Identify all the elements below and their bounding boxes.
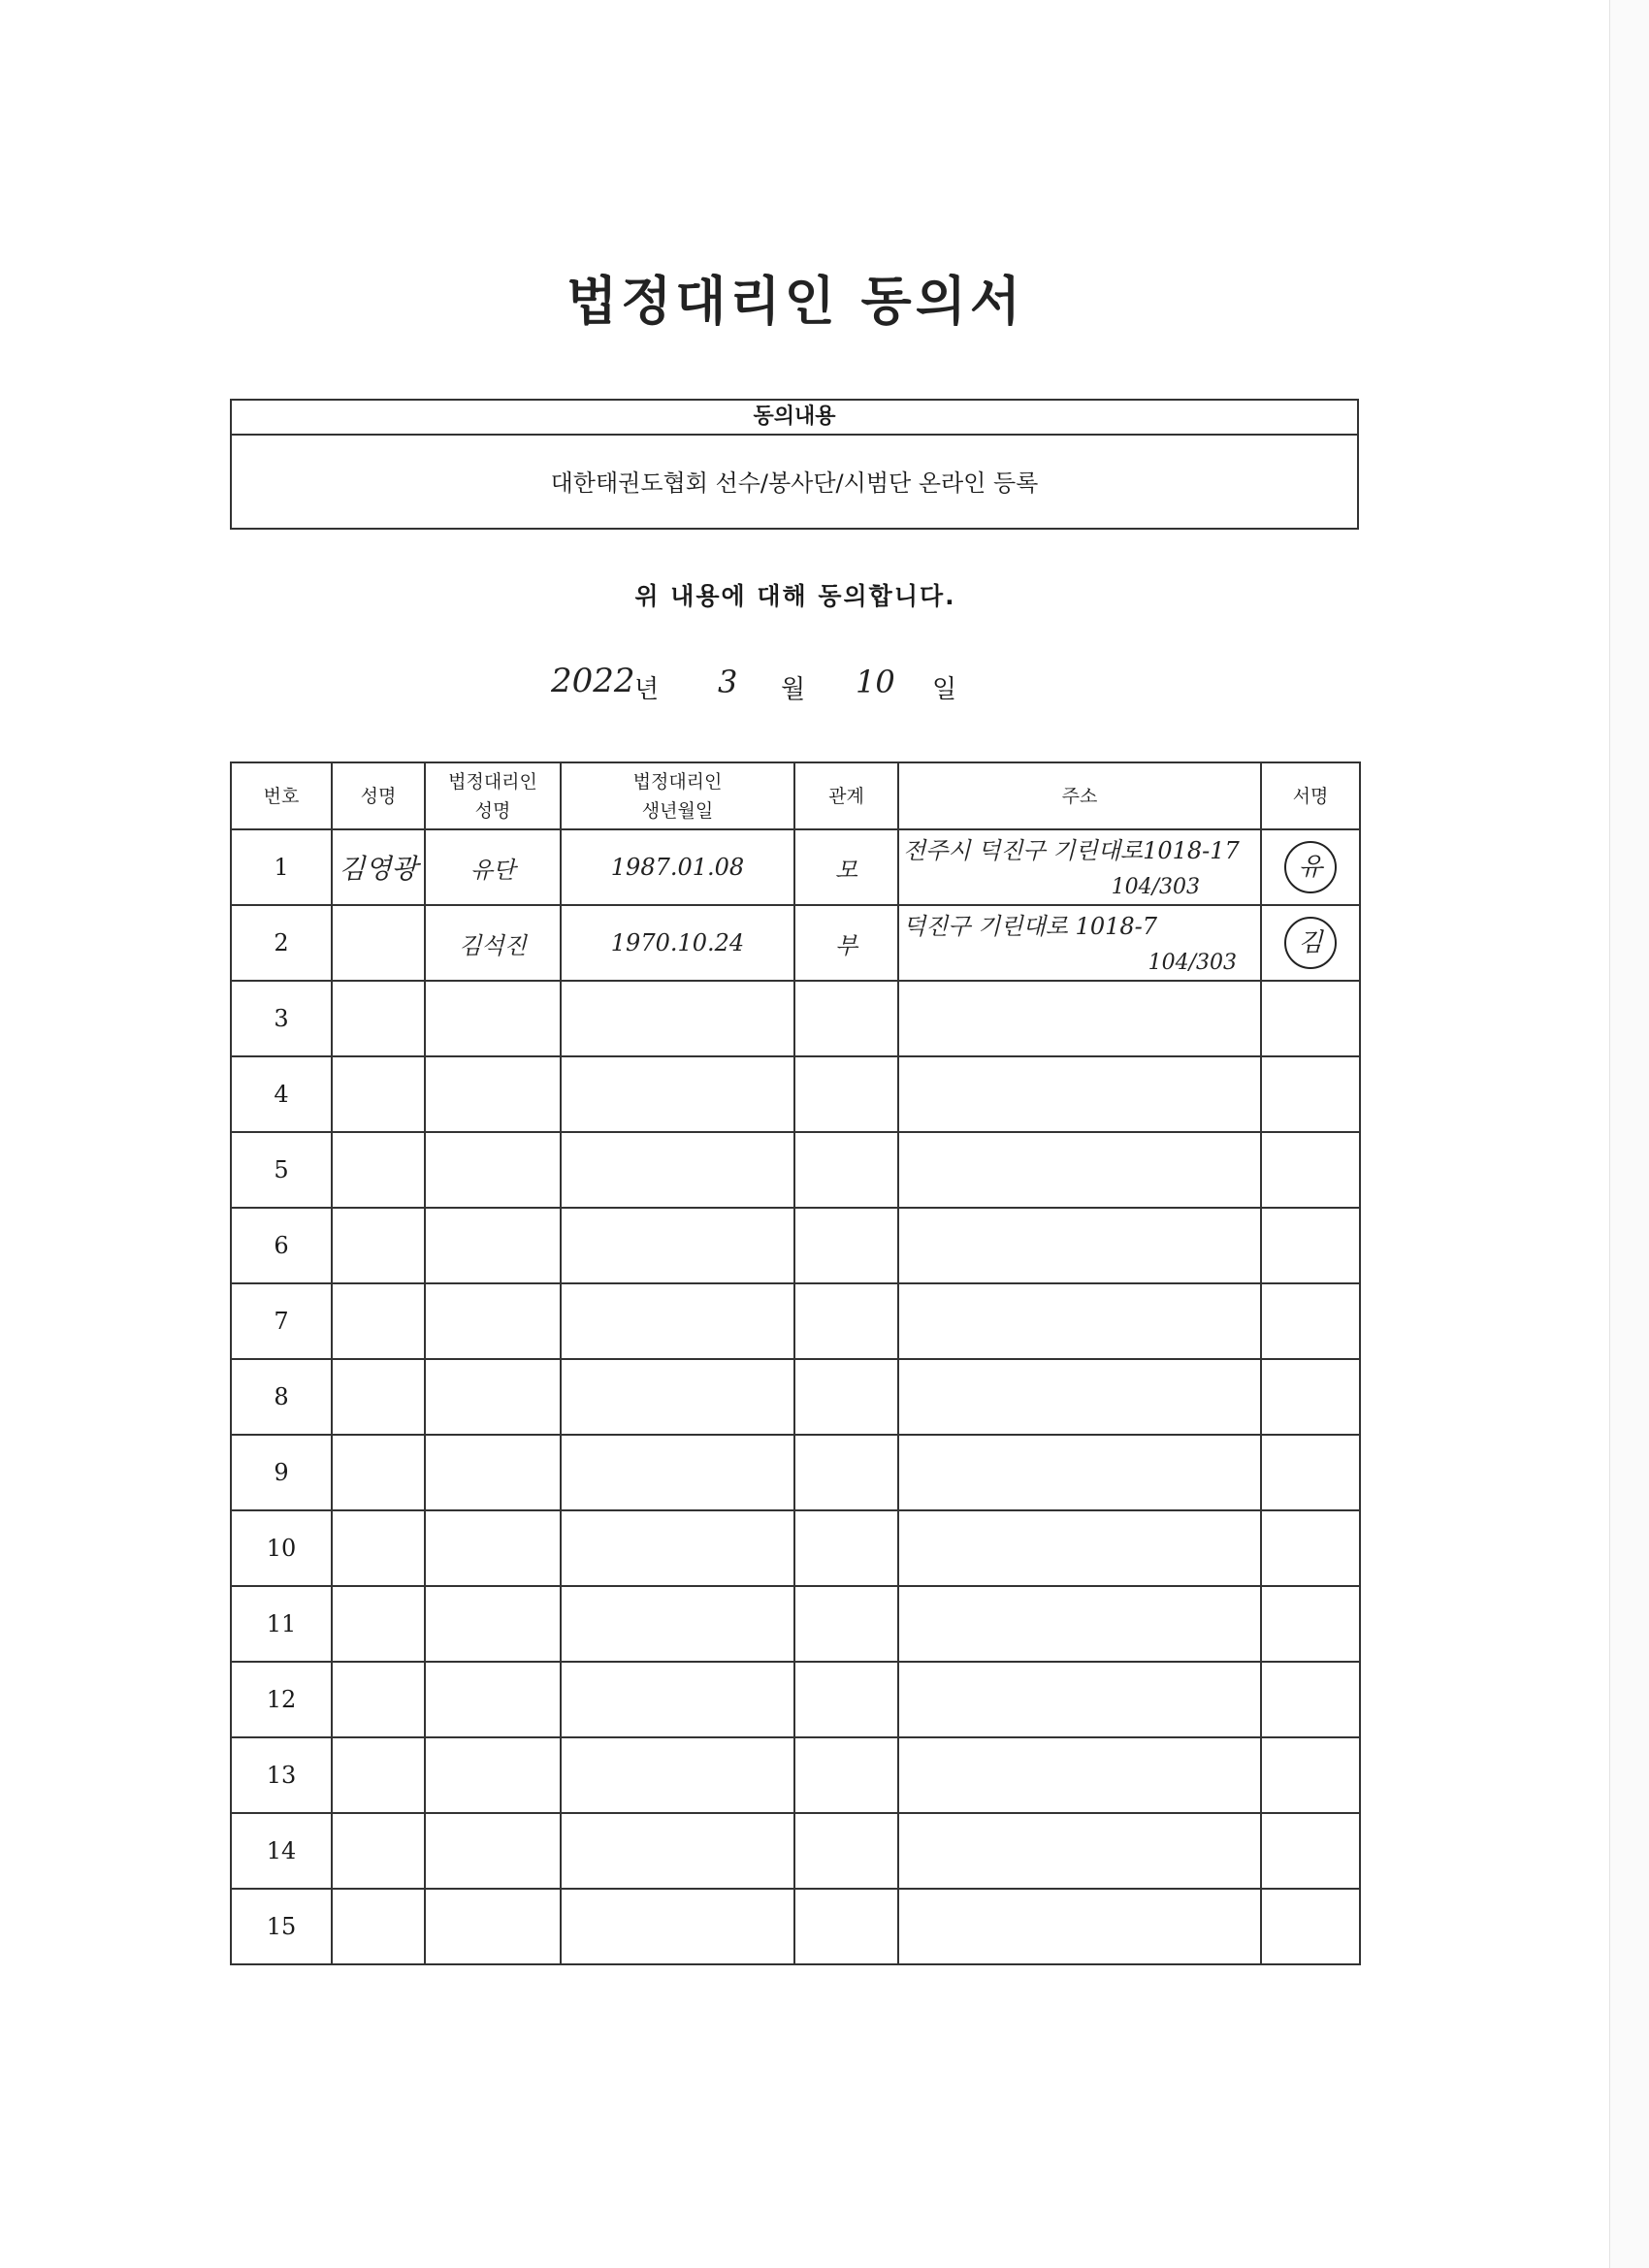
table-row bbox=[231, 1283, 1360, 1359]
address bbox=[898, 1889, 1261, 1964]
guardian-name bbox=[425, 981, 561, 1056]
guardian-name bbox=[425, 1737, 561, 1813]
header-relation: 관계 bbox=[794, 762, 898, 829]
signature-cell bbox=[1261, 1737, 1360, 1813]
signature-seal: 유 bbox=[1284, 841, 1337, 893]
guardian-name bbox=[425, 1132, 561, 1208]
relation: 모 bbox=[794, 829, 898, 905]
row-number: 8 bbox=[231, 1359, 332, 1435]
date-day-value: 10 bbox=[856, 664, 895, 700]
guardian-birth bbox=[561, 1056, 794, 1132]
signature-cell bbox=[1261, 1283, 1360, 1359]
table-row bbox=[231, 1662, 1360, 1737]
agree-statement: 위 내용에 대해 동의합니다. bbox=[634, 582, 956, 610]
guardian-birth bbox=[561, 1208, 794, 1283]
signature-cell bbox=[1261, 905, 1360, 981]
table-row bbox=[231, 1208, 1360, 1283]
guardian-birth bbox=[561, 1813, 794, 1889]
date-month-value: 3 bbox=[718, 664, 738, 700]
guardian-birth: 1987.01.08 bbox=[561, 829, 794, 905]
guardian-birth: 1970.10.24 bbox=[561, 905, 794, 981]
relation bbox=[794, 1662, 898, 1737]
table-header-row bbox=[231, 762, 1360, 829]
student-name bbox=[332, 1662, 425, 1737]
address-line2: 104/303 bbox=[1111, 875, 1200, 899]
signature-cell bbox=[1261, 1586, 1360, 1662]
guardian-name: 유단 bbox=[425, 829, 561, 905]
address-line1: 전주시 덕진구 기린대로1018-17 bbox=[903, 837, 1240, 864]
signature-cell bbox=[1261, 1510, 1360, 1586]
student-name bbox=[332, 1283, 425, 1359]
table-row bbox=[231, 1510, 1360, 1586]
guardian-birth bbox=[561, 1586, 794, 1662]
row-number: 2 bbox=[231, 905, 332, 981]
signature-cell bbox=[1261, 1435, 1360, 1510]
relation bbox=[794, 1283, 898, 1359]
address bbox=[898, 1208, 1261, 1283]
address bbox=[898, 981, 1261, 1056]
student-name bbox=[332, 1813, 425, 1889]
table-row bbox=[231, 829, 1360, 905]
guardian-birth bbox=[561, 1510, 794, 1586]
header-address: 주소 bbox=[898, 762, 1261, 829]
address-line1: 덕진구 기린대로 1018-7 bbox=[903, 913, 1158, 940]
student-name bbox=[332, 1359, 425, 1435]
address bbox=[898, 829, 1261, 905]
address bbox=[898, 1737, 1261, 1813]
address bbox=[898, 905, 1261, 981]
signature-cell bbox=[1261, 1889, 1360, 1964]
table-row bbox=[231, 1889, 1360, 1964]
relation: 부 bbox=[794, 905, 898, 981]
relation bbox=[794, 1813, 898, 1889]
guardian-name bbox=[425, 1435, 561, 1510]
address bbox=[898, 1132, 1261, 1208]
row-number: 11 bbox=[231, 1586, 332, 1662]
address-line2: 104/303 bbox=[1148, 951, 1237, 975]
row-number: 13 bbox=[231, 1737, 332, 1813]
relation bbox=[794, 981, 898, 1056]
student-name bbox=[332, 905, 425, 981]
address bbox=[898, 1435, 1261, 1510]
consent-content: 대한태권도협회 선수/봉사단/시범단 온라인 등록 bbox=[550, 470, 1039, 497]
date-year-label: 년 bbox=[634, 675, 660, 704]
row-number: 7 bbox=[231, 1283, 332, 1359]
guardian-birth bbox=[561, 981, 794, 1056]
guardian-name bbox=[425, 1889, 561, 1964]
signature-cell bbox=[1261, 981, 1360, 1056]
relation bbox=[794, 1056, 898, 1132]
date-month-label: 월 bbox=[781, 675, 806, 704]
header-no: 번호 bbox=[231, 762, 332, 829]
table-row bbox=[231, 1359, 1360, 1435]
relation bbox=[794, 1359, 898, 1435]
table-row bbox=[231, 1813, 1360, 1889]
relation bbox=[794, 1435, 898, 1510]
guardian-birth bbox=[561, 1662, 794, 1737]
consent-box bbox=[230, 399, 1359, 530]
header-guardian-name: 법정대리인 성명 bbox=[425, 762, 561, 829]
row-number: 5 bbox=[231, 1132, 332, 1208]
row-number: 1 bbox=[231, 829, 332, 905]
address bbox=[898, 1662, 1261, 1737]
signature-cell bbox=[1261, 829, 1360, 905]
paper-edge bbox=[1609, 0, 1649, 2268]
row-number: 6 bbox=[231, 1208, 332, 1283]
guardian-name bbox=[425, 1813, 561, 1889]
guardian-birth bbox=[561, 1359, 794, 1435]
signature-cell bbox=[1261, 1813, 1360, 1889]
guardian-birth bbox=[561, 1889, 794, 1964]
table-row bbox=[231, 981, 1360, 1056]
student-name bbox=[332, 1056, 425, 1132]
address bbox=[898, 1586, 1261, 1662]
guardian-birth bbox=[561, 1737, 794, 1813]
student-name bbox=[332, 1737, 425, 1813]
row-number: 4 bbox=[231, 1056, 332, 1132]
header-name: 성명 bbox=[332, 762, 425, 829]
guardian-name bbox=[425, 1662, 561, 1737]
table-row bbox=[231, 1586, 1360, 1662]
guardian-birth bbox=[561, 1283, 794, 1359]
guardian-birth bbox=[561, 1132, 794, 1208]
table-row bbox=[231, 1056, 1360, 1132]
relation bbox=[794, 1132, 898, 1208]
guardian-name bbox=[425, 1586, 561, 1662]
date-day-label: 일 bbox=[932, 675, 957, 704]
row-number: 14 bbox=[231, 1813, 332, 1889]
row-number: 3 bbox=[231, 981, 332, 1056]
signature-seal: 김 bbox=[1284, 917, 1337, 969]
relation bbox=[794, 1510, 898, 1586]
row-number: 10 bbox=[231, 1510, 332, 1586]
table-row bbox=[231, 1737, 1360, 1813]
table-row bbox=[231, 905, 1360, 981]
address bbox=[898, 1056, 1261, 1132]
student-name: 김영광 bbox=[332, 829, 425, 905]
guardian-name bbox=[425, 1208, 561, 1283]
guardian-name bbox=[425, 1283, 561, 1359]
document-title: 법정대리인 동의서 bbox=[566, 271, 1025, 332]
guardian-name bbox=[425, 1359, 561, 1435]
student-name bbox=[332, 1510, 425, 1586]
signature-cell bbox=[1261, 1056, 1360, 1132]
student-name bbox=[332, 981, 425, 1056]
relation bbox=[794, 1889, 898, 1964]
signature-cell bbox=[1261, 1132, 1360, 1208]
row-number: 9 bbox=[231, 1435, 332, 1510]
student-name bbox=[332, 1208, 425, 1283]
date-year-value: 2022 bbox=[551, 662, 635, 700]
header-signature: 서명 bbox=[1261, 762, 1360, 829]
signature-cell bbox=[1261, 1359, 1360, 1435]
header-guardian-birth: 법정대리인 생년월일 bbox=[561, 762, 794, 829]
student-name bbox=[332, 1435, 425, 1510]
table-row bbox=[231, 1132, 1360, 1208]
student-name bbox=[332, 1132, 425, 1208]
guardian-name bbox=[425, 1056, 561, 1132]
guardian-name: 김석진 bbox=[425, 905, 561, 981]
relation bbox=[794, 1737, 898, 1813]
table-row bbox=[231, 1435, 1360, 1510]
signature-cell bbox=[1261, 1662, 1360, 1737]
student-name bbox=[332, 1586, 425, 1662]
address bbox=[898, 1813, 1261, 1889]
guardian-name bbox=[425, 1510, 561, 1586]
row-number: 15 bbox=[231, 1889, 332, 1964]
address bbox=[898, 1510, 1261, 1586]
address bbox=[898, 1359, 1261, 1435]
guardian-table bbox=[230, 761, 1361, 1965]
relation bbox=[794, 1208, 898, 1283]
date-line bbox=[551, 662, 1017, 710]
student-name bbox=[332, 1889, 425, 1964]
relation bbox=[794, 1586, 898, 1662]
row-number: 12 bbox=[231, 1662, 332, 1737]
consent-header: 동의내용 bbox=[232, 401, 1357, 436]
address bbox=[898, 1283, 1261, 1359]
signature-cell bbox=[1261, 1208, 1360, 1283]
guardian-birth bbox=[561, 1435, 794, 1510]
